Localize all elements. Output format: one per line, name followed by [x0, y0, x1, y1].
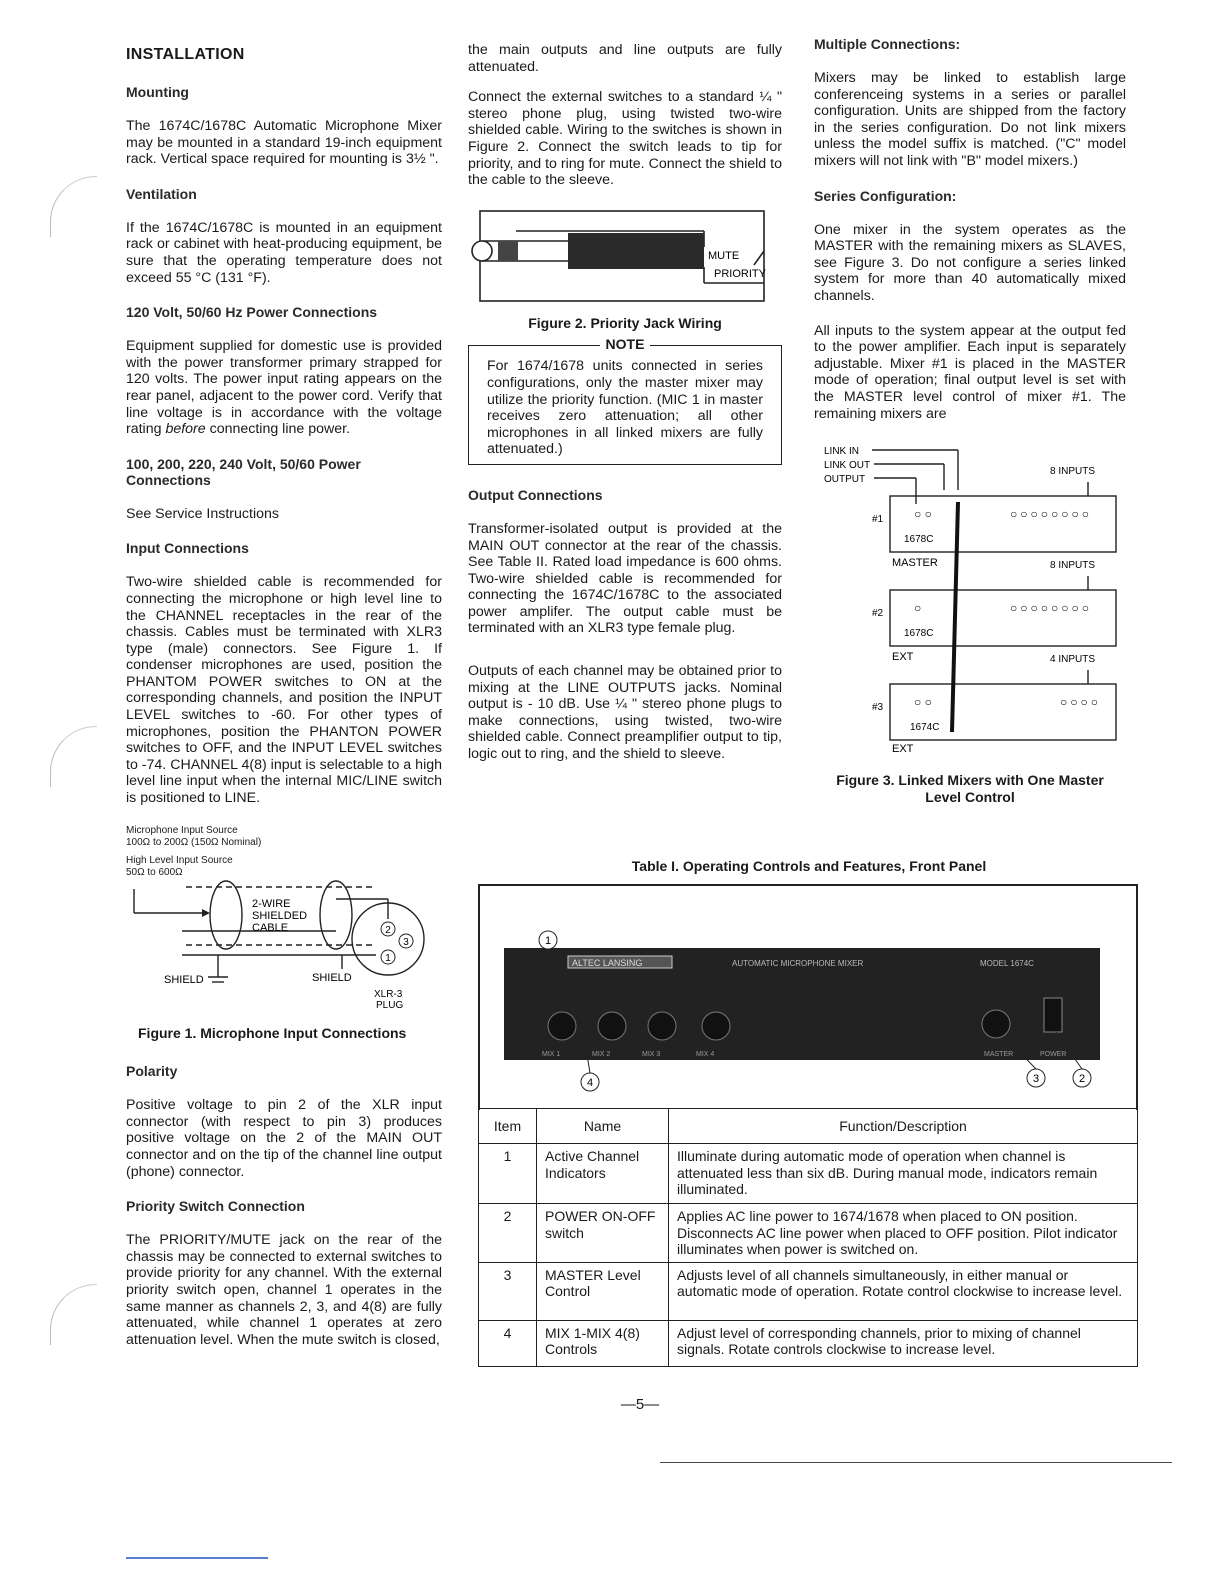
outputs-text: Outputs of each channel may be obtained prior to mixing at the LINE OUTPUTS jacks. Nominal output is - 10 dB. Use ¼ " stereo phone plugs to make connections, using twisted, two-wire shielded cable. Connect preamplifier output to tip, logic out to ring, and the shield to sleeve.: [468, 663, 782, 763]
cable-sleeve: [320, 881, 352, 949]
mixer-mode-3: EXT: [892, 743, 914, 756]
callout-1-label: 1: [544, 935, 552, 947]
mute-label: MUTE: [708, 249, 740, 262]
inputs-jacks-1: ○○○○○○○○: [1010, 507, 1092, 522]
inputs-label-3: 4 INPUTS: [1050, 654, 1096, 666]
mixer-num-1: #1: [872, 514, 884, 526]
plug-label-1: XLR-3: [374, 988, 403, 1000]
master-label: MASTER: [984, 1051, 1014, 1058]
row-name: MIX 1-MIX 4(8) Controls: [537, 1320, 669, 1366]
cable-label-2: SHIELDED: [252, 909, 308, 922]
inputs-text: All inputs to the system appear at the output fed to the power amplifier. Each input is separately adjustable. Mixer #1 is placed in the MASTER mode of operation; final output level is set with the MASTER level control of mixer #1. The remaining mixers are: [814, 322, 1126, 422]
output-label: OUTPUT: [824, 474, 866, 486]
cable-label-3: CABLE: [252, 921, 289, 934]
mix-knob-1: [548, 1012, 576, 1040]
mixer-mode-2: EXT: [892, 651, 914, 664]
power120-heading: 120 Volt, 50/60 Hz Power Connections: [126, 304, 378, 321]
row-name: MASTER Level Control: [537, 1262, 669, 1320]
switch-contact: [754, 251, 764, 265]
mixer-model-3: 1674C: [910, 722, 940, 734]
table-row: [479, 1144, 1138, 1204]
cable-sleeve: [210, 881, 242, 949]
ventilation-text: If the 1674C/1678C is mounted in an equipment rack or cabinet with heat-producing equipment, be sure that the operating temperature does not exceed 55 °C (131 °F).: [126, 219, 442, 286]
mic-cable-diagram: [126, 879, 442, 1009]
mix-knob-3: [648, 1012, 676, 1040]
series-text: One mixer in the system operates as the MASTER with the remaining mixers as SLAVES, see Figure 3. Do not configure a series linked system for more than 40 automatically mixed channels.: [814, 221, 1126, 304]
output-heading: Output Connections: [468, 486, 603, 503]
note-title: NOTE: [600, 336, 651, 352]
front-panel-frame: [478, 884, 1138, 1110]
plug-tip: [472, 241, 492, 261]
plug-label-2: PLUG: [376, 999, 404, 1009]
mix-knob-2: [598, 1012, 626, 1040]
inputs-label-1: 8 INPUTS: [1050, 466, 1096, 478]
row-name: Active Channel Indicators: [537, 1144, 669, 1204]
row-item: 4: [479, 1320, 537, 1366]
mic-source-label: Microphone Input Source: [126, 824, 238, 836]
priority-heading: Priority Switch Connection: [126, 1198, 305, 1215]
note-text: For 1674/1678 units connected in series configurations, only the master mixer may utilize the priority function. (MIC 1 in master receives zero attenuation; all other microphones in all linked mixers are fully attenuated.): [487, 358, 763, 458]
mix-label-2: MIX 2: [592, 1051, 611, 1058]
table-row: [479, 1204, 1138, 1263]
mic-range-label: 100Ω to 200Ω (150Ω Nominal): [126, 836, 262, 848]
continued-text: the main outputs and line outputs are fully attenuated.: [468, 42, 782, 75]
power-label: POWER: [1040, 1051, 1067, 1058]
inputs-label-2: 8 INPUTS: [1050, 560, 1096, 572]
series-heading: Series Configuration:: [814, 187, 957, 204]
power-other-text: See Service Instructions: [126, 505, 279, 522]
mixer-num-2: #2: [872, 608, 884, 620]
plug-handle: [568, 233, 704, 269]
mixer-mode-1: MASTER: [892, 557, 938, 570]
installation-heading: INSTALLATION: [126, 46, 245, 63]
mix-label-3: MIX 3: [642, 1051, 661, 1058]
table-row: [479, 1320, 1138, 1366]
priority-label: PRIORITY: [714, 267, 766, 280]
hl-range-label: 50Ω to 600Ω: [126, 866, 183, 878]
figure-3-diagram: [814, 442, 1126, 762]
operating-controls-table: [478, 1108, 1138, 1367]
link-jack-1: ○ ○: [914, 507, 932, 522]
pin-1-label: 1: [385, 952, 391, 964]
table-row: [479, 1262, 1138, 1320]
hl-source-label: High Level Input Source: [126, 854, 233, 866]
header-item: Item: [479, 1109, 537, 1144]
row-desc: Applies AC line power to 1674/1678 when placed to ON position. Disconnects AC line power when placed to OFF position. Pilot indicator illuminates when power is switched on.: [669, 1204, 1138, 1263]
mounting-heading: Mounting: [126, 84, 189, 100]
binder-hole: [50, 176, 97, 237]
note-box: [468, 336, 782, 465]
power-switch: [1044, 998, 1062, 1032]
link-in-label: LINK IN: [824, 446, 860, 458]
cable-label-1: 2-WIRE: [252, 897, 291, 910]
priority-text: The PRIORITY/MUTE jack on the rear of the chassis may be connected to external switches to provide priority for any channel. With the external priority switch open, channel 1 operates in the same manner as channels 2, 3, and 4(8) are fully attenuated, while channel 1 operates at zero attenuation level. When the mute switch is closed,: [126, 1232, 442, 1348]
callout-4-label: 4: [586, 1077, 594, 1089]
figure-1: [126, 825, 442, 1025]
inputs-jacks-3: ○○○○: [1060, 695, 1101, 710]
binder-hole: [50, 1284, 97, 1345]
left-column: [126, 42, 442, 1366]
power120-text: Equipment supplied for domestic use is provided with the power transformer primary strapped for 120 volts. The power input rating appears on the rear panel, adjacent to the power cord. Verify that line voltage is in accordance with the voltage rating before connecting line power.: [126, 338, 442, 438]
front-panel-photo: [480, 886, 1132, 1106]
callout-3-label: 3: [1032, 1073, 1040, 1085]
brand-text: ALTEC LANSING: [572, 958, 643, 968]
link-cable: [952, 502, 958, 732]
table-title: Table I. Operating Controls and Features, Front Panel: [631, 858, 987, 874]
binder-hole: [50, 726, 97, 787]
row-item: 1: [479, 1144, 537, 1204]
middle-column: [468, 42, 782, 781]
figure-3-caption-2: Level Control: [925, 788, 1015, 805]
master-knob: [982, 1010, 1010, 1038]
row-desc: Adjust level of corresponding channels, prior to mixing of channel signals. Rotate controls clockwise to increase level.: [669, 1320, 1138, 1366]
figure-1-caption: Figure 1. Microphone Input Connections: [138, 1024, 407, 1041]
multi-text: Mixers may be linked to establish large conferenceing systems in a series or parallel configuration. Units are shipped from the factory in the series configuration. Do not link mixers unless the model suffix is matched. ("C" model mixers will not link with "B" model mixers.): [814, 70, 1126, 169]
row-desc: Illuminate during automatic mode of operation when channel is attenuated less than six dB. During manual mode, indicators remain illuminated.: [669, 1144, 1138, 1204]
row-desc: Adjusts level of all channels simultaneously, in either manual or automatic mode of operation. Rotate control clockwise to increase level.: [669, 1262, 1138, 1320]
pin-2-label: 2: [385, 924, 391, 936]
footer-bar: [126, 1557, 268, 1559]
power-other-heading: 100, 200, 220, 240 Volt, 50/60 Power Connections: [126, 455, 361, 488]
output-text: Transformer-isolated output is provided at the MAIN OUT connector at the rear of the chassis. See Table II. Rated load impedance is 600 ohms. Two-wire shielded cable is recommended for connecting the 1674C/1678C to the associated power amplifer. The output cable must be terminated with an XLR3 type female plug.: [468, 520, 782, 637]
mixer-num-3: #3: [872, 702, 884, 714]
page-number: —5—: [620, 1396, 660, 1413]
arrow-icon: [202, 909, 210, 917]
row-item: 2: [479, 1204, 537, 1263]
mix-label-4: MIX 4: [696, 1051, 715, 1058]
shield-left-label: SHIELD: [164, 973, 204, 986]
mix-label-1: MIX 1: [542, 1051, 561, 1058]
pin-3-label: 3: [403, 936, 409, 948]
figure-2-diagram: [468, 207, 782, 307]
link-jack-3: ○ ○: [914, 695, 932, 710]
link-jack-2: ○: [914, 601, 922, 616]
ventilation-heading: Ventilation: [126, 185, 197, 202]
row-name: POWER ON-OFF switch: [537, 1204, 669, 1263]
mixer-model-1: 1678C: [904, 534, 934, 546]
polarity-heading: Polarity: [126, 1063, 178, 1080]
bottom-rule: [660, 1462, 1172, 1463]
shield-right-label: SHIELD: [312, 971, 352, 984]
figure-3-caption-1: Figure 3. Linked Mixers with One Master: [836, 772, 1104, 789]
mix-knob-4: [702, 1012, 730, 1040]
link-out-label: LINK OUT: [824, 460, 871, 472]
table-header-row: [479, 1109, 1138, 1144]
polarity-text: Positive voltage to pin 2 of the XLR input connector (with respect to pin 3) produces positive voltage on the 2 of the MAIN OUT connector and on the tip of the channel line output (phone) connector.: [126, 1097, 442, 1180]
mixer-model-2: 1678C: [904, 628, 934, 640]
input-heading: Input Connections: [126, 540, 249, 557]
inputs-jacks-2: ○○○○○○○○: [1010, 601, 1092, 616]
right-column: [814, 36, 1126, 819]
figure-2-caption: Figure 2. Priority Jack Wiring: [528, 314, 722, 331]
header-name: Name: [537, 1109, 669, 1144]
model-text: MODEL 1674C: [980, 959, 1034, 968]
callout-2-label: 2: [1078, 1073, 1086, 1085]
product-text: AUTOMATIC MICROPHONE MIXER: [732, 959, 864, 968]
header-function: Function/Description: [669, 1109, 1138, 1144]
row-item: 3: [479, 1262, 537, 1320]
multi-heading: Multiple Connections:: [814, 36, 961, 52]
mounting-text: The 1674C/1678C Automatic Microphone Mixer may be mounted in a standard 19-inch equipment rack. Vertical space required for mounting is 3½ ".: [126, 118, 442, 168]
connect-text: Connect the external switches to a standard ¼ " stereo phone plug, using twisted two-wire shielded cable. Wiring to the switches is shown in Figure 2. Connect the switch leads to tip for priority, and to ring for mute. Connect the shield to the cable to the sleeve.: [468, 89, 782, 189]
input-text: Two-wire shielded cable is recommended for connecting the microphone or high level line to the CHANNEL receptacles in the rear of the chassis. Cables must be terminated with XLR3 type (male) connectors. See Figure 1. If condenser microphones are used, position the PHANTOM POWER switches to ON at the corresponding channels, and position the INPUT LEVEL switches to -60. For other types of microphones, position the PHANTON POWER switches to OFF, and the INPUT LEVEL switches to -74. CHANNEL 4(8) input is selectable to a high level line input when the internal MIC/LINE switch is positioned to LINE.: [126, 574, 442, 807]
plug-ring: [498, 241, 518, 261]
